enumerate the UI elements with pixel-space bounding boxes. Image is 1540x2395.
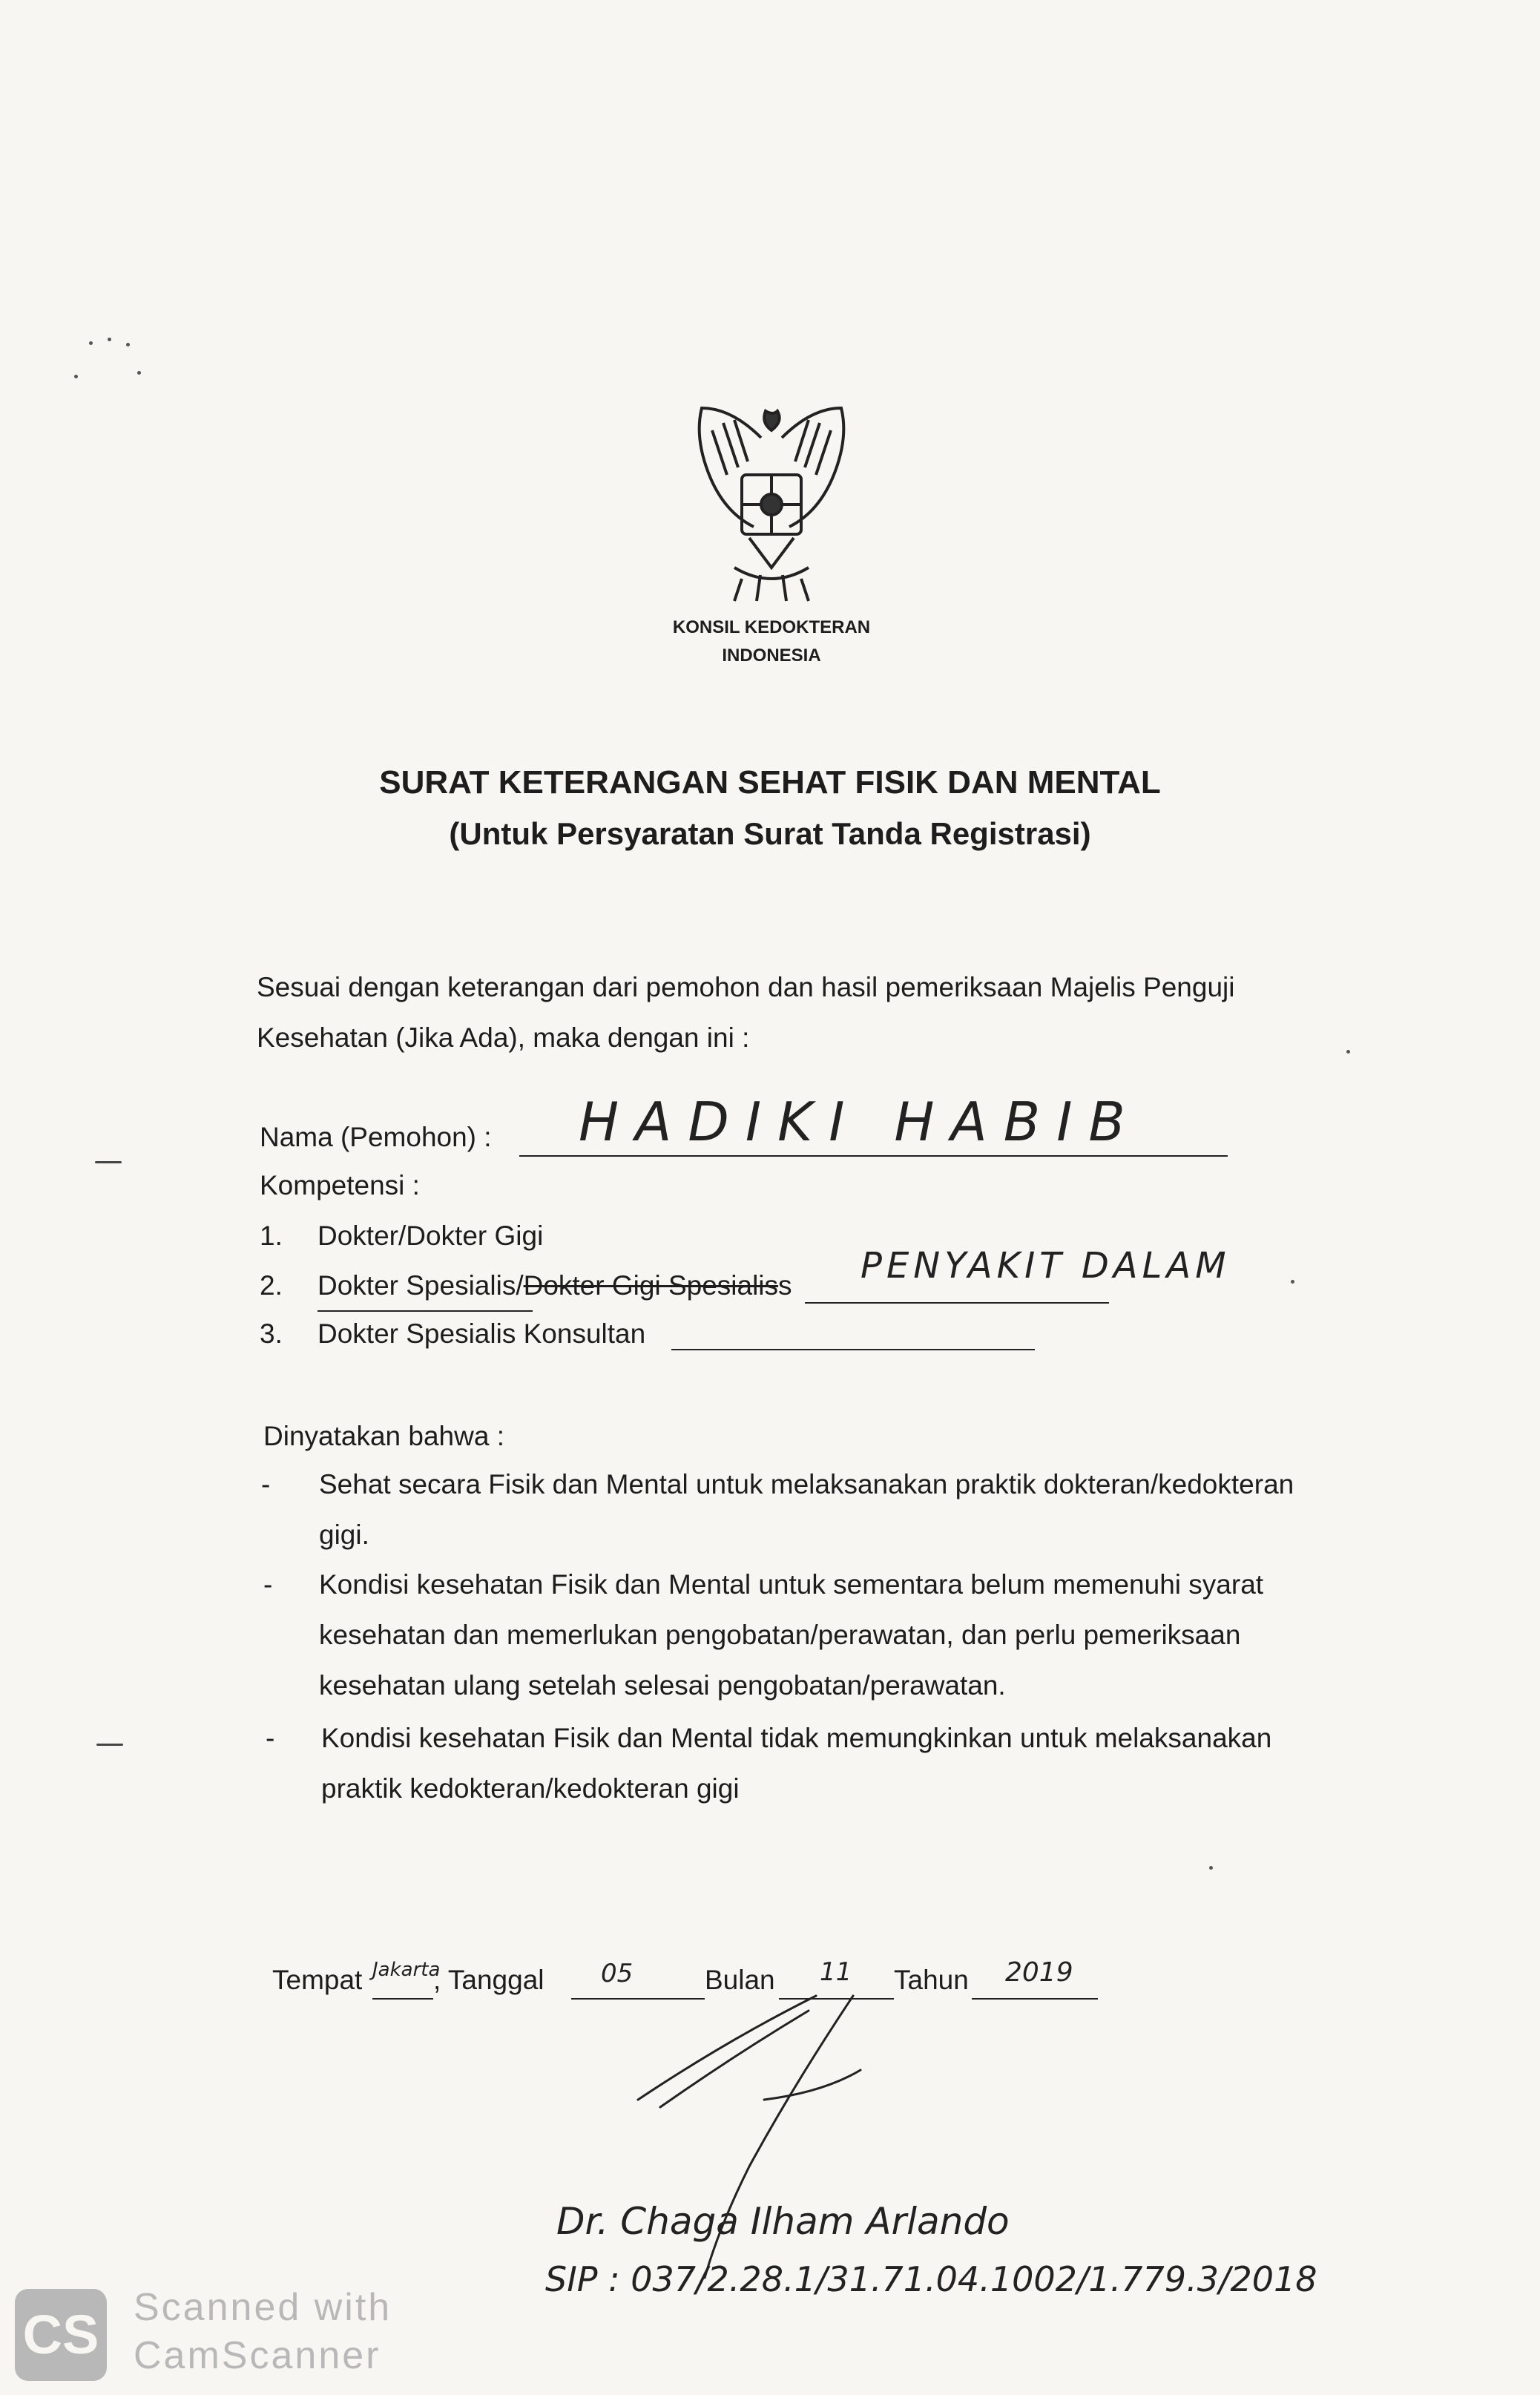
consultant-underline	[671, 1349, 1035, 1350]
scan-speck	[1209, 1866, 1213, 1870]
specialty-underline	[805, 1302, 1109, 1304]
statement-3-line-1: Kondisi kesehatan Fisik dan Mental tidak memungkinkan untuk melaksanakan	[321, 1723, 1272, 1753]
year-underline	[972, 1998, 1098, 2000]
statement-3-line-2: praktik kedokteran/kedokteran gigi	[321, 1773, 740, 1804]
year-value: 2019	[1005, 1957, 1073, 1988]
statement-label: Dinyatakan bahwa :	[263, 1421, 504, 1451]
scan-mark	[96, 1744, 123, 1746]
month-value: 11	[820, 1957, 852, 1987]
statement-2-line-1: Kondisi kesehatan Fisik dan Mental untuk sementara belum memenuhi syarat	[319, 1569, 1264, 1600]
watermark-line-2: CamScanner	[134, 2334, 381, 2377]
signer-name: Dr. Chaga Ilham Arlando	[556, 2200, 1010, 2243]
statement-1-line-1: Sehat secara Fisik dan Mental untuk melaksanakan praktik dokteran/kedokteran	[319, 1469, 1294, 1499]
statement-2-line-2: kesehatan dan memerlukan pengobatan/perawatan, dan perlu pemeriksaan	[319, 1620, 1241, 1650]
camscanner-logo: CS	[15, 2289, 107, 2381]
scan-speck	[137, 371, 141, 375]
watermark-line-1: Scanned with	[134, 2286, 392, 2329]
applicant-name: HADIKI HABIB	[579, 1091, 1142, 1153]
competence-item-2-struck: Dokter Gigi Spesialis	[523, 1270, 779, 1301]
org-name-line2: INDONESIA	[722, 645, 821, 666]
bullet-dash-3: -	[266, 1723, 275, 1753]
specialty-value: PENYAKIT DALAM	[861, 1245, 1231, 1287]
competence-num-1: 1.	[260, 1221, 283, 1251]
document-title: SURAT KETERANGAN SEHAT FISIK DAN MENTAL	[379, 764, 1161, 801]
intro-line-2: Kesehatan (Jika Ada), maka dengan ini :	[257, 1022, 750, 1053]
competence-item-2-underline	[317, 1310, 533, 1312]
bullet-dash-1: -	[261, 1469, 271, 1499]
competence-item-2	[317, 1270, 792, 1301]
scan-speck	[126, 343, 130, 346]
statement-2-line-3: kesehatan ulang setelah selesai pengobatan/perawatan.	[319, 1670, 1006, 1701]
statement-1-line-2: gigi.	[319, 1520, 369, 1550]
org-name-line1: KONSIL KEDOKTERAN	[672, 617, 871, 637]
date-value: 05	[601, 1959, 634, 1988]
year-label: Tahun	[894, 1965, 969, 1995]
scan-speck	[89, 341, 93, 345]
document-subtitle: (Untuk Persyaratan Surat Tanda Registrasi)	[449, 816, 1091, 851]
competence-item-1: Dokter/Dokter Gigi	[317, 1221, 544, 1251]
competence-label: Kompetensi :	[260, 1170, 420, 1200]
signer-sip: SIP : 037/2.28.1/31.71.04.1002/1.779.3/2018	[545, 2259, 1317, 2299]
intro-line-1: Sesuai dengan keterangan dari pemohon dan hasil pemeriksaan Majelis Penguji	[257, 972, 1235, 1002]
competence-item-3: Dokter Spesialis Konsultan	[317, 1318, 646, 1349]
place-value: Jakarta	[372, 1959, 441, 1981]
scan-mark	[95, 1161, 122, 1163]
place-underline	[372, 1998, 433, 2000]
place-label: Tempat	[272, 1965, 363, 1995]
applicant-underline	[519, 1155, 1228, 1157]
competence-num-3: 3.	[260, 1318, 283, 1349]
scan-speck	[108, 338, 111, 341]
scan-speck	[1346, 1050, 1350, 1054]
competence-item-2-suffix: s	[778, 1270, 792, 1301]
month-label: Bulan	[705, 1965, 775, 1995]
bullet-dash-2: -	[263, 1569, 273, 1600]
date-label: , Tanggal	[433, 1965, 544, 1995]
garuda-emblem-icon	[690, 401, 853, 608]
applicant-label: Nama (Pemohon) :	[260, 1122, 492, 1152]
scan-speck	[1291, 1280, 1294, 1284]
scan-speck	[74, 375, 78, 378]
competence-num-2: 2.	[260, 1270, 283, 1301]
competence-item-2-text: Dokter Spesialis/	[317, 1270, 524, 1301]
